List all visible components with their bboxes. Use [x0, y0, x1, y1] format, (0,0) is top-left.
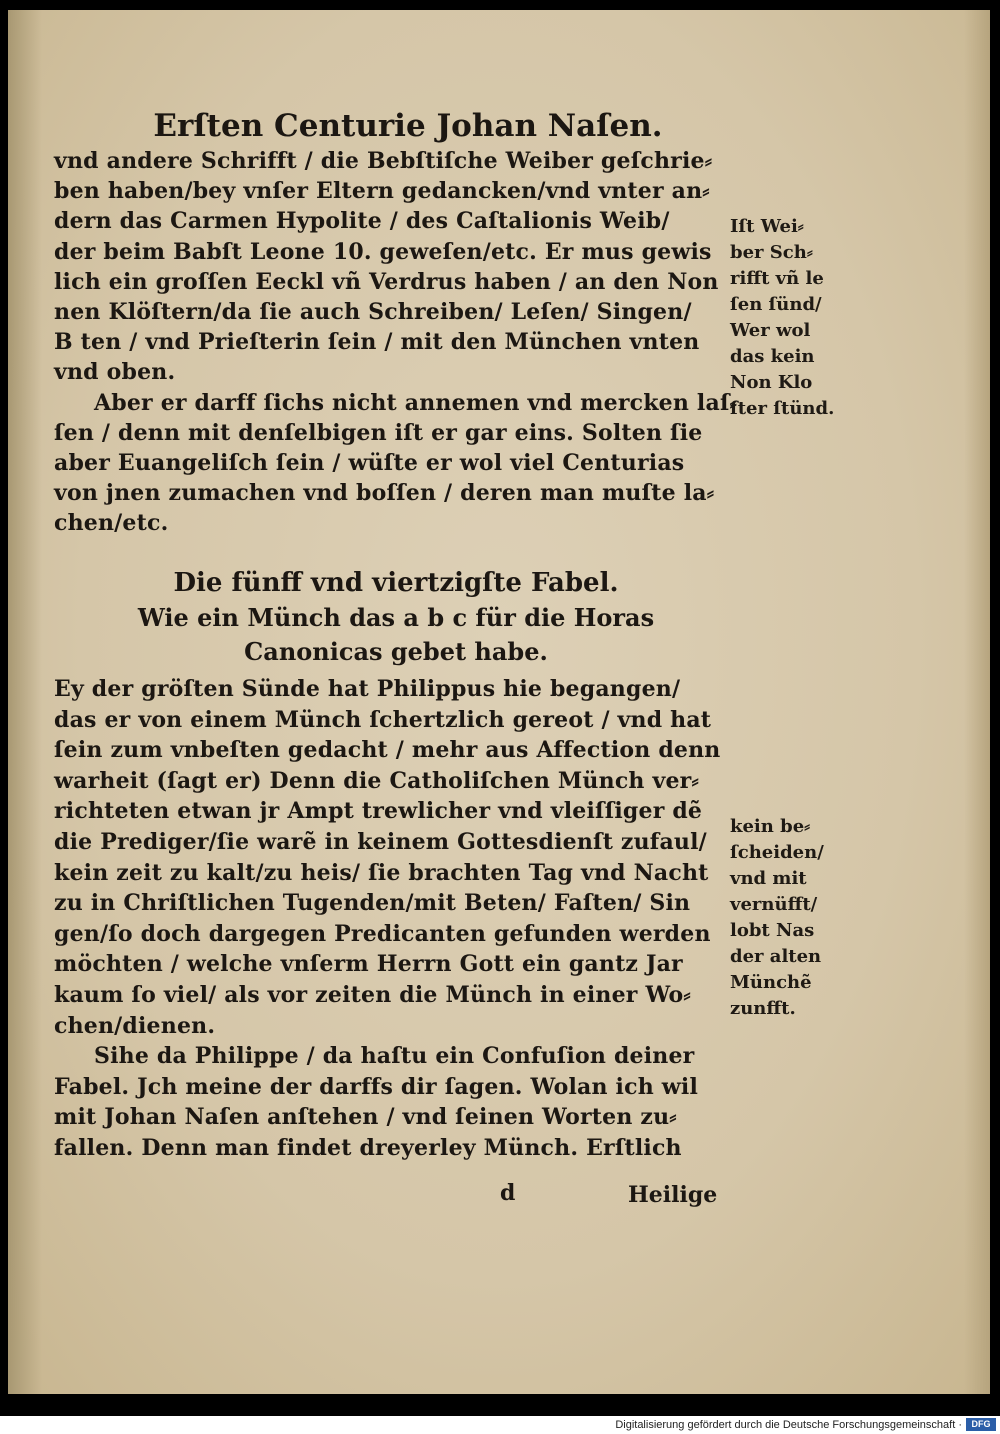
text-line: ben haben/bey vnſer Eltern gedancken/vnd vnter an⸗ [54, 178, 710, 205]
text-line: die Prediger/ſie warẽ in keinem Gottesdienſt zufaul/ [54, 829, 707, 855]
margin-note-line: Iſt Wei⸗ [730, 216, 804, 237]
text-line: vnd andere Schrifft / die Bebſtiſche Weiber geſchrie⸗ [54, 148, 713, 174]
text-line: kaum ſo viel/ als vor zeiten die Münch in einer Wo⸗ [54, 982, 691, 1008]
fable-heading: Die fünff vnd viertzigſte Fabel. [173, 568, 619, 598]
book-page [8, 10, 990, 1394]
margin-note-line: ſen ſünd/ [730, 294, 822, 315]
margin-note-line: rifft vñ le [730, 268, 824, 289]
text-line: lich ein groſſen Eeckl vñ Verdrus haben / an den Non [54, 268, 719, 295]
text-line: chen/dienen. [54, 1012, 216, 1039]
signature-mark: d [500, 1180, 516, 1206]
funding-credit: Digitalisierung gefördert durch die Deutsche Forschungsgemeinschaft · [615, 1419, 962, 1431]
text-line: zu in Chriſtlichen Tugenden/mit Beten/ Faſten/ Sin [54, 890, 691, 917]
text-line: richteten etwan jr Ampt trewlicher vnd vleiſſiger dẽ [54, 798, 703, 825]
text-line: ſein zum vnbeſten gedacht / mehr aus Affection denn [54, 737, 721, 764]
text-line: möchten / welche vnſerm Herrn Gott ein gantz Jar [54, 951, 683, 978]
margin-note-line: Non Klo [730, 372, 813, 393]
text-line: nen Klöſtern/da ſie auch Schreiben/ Leſen/ Singen/ [54, 299, 692, 325]
running-head: Erſten Centurie Johan Naſen. [153, 108, 663, 144]
margin-note-line: ſter ſtünd. [730, 398, 835, 419]
text-line: Canonicas gebet habe. [244, 637, 548, 666]
text-line: von jnen zumachen vnd boſſen / deren man muſte la⸗ [54, 480, 715, 507]
catchword: Heilige [628, 1182, 718, 1208]
text-line: der beim Babſt Leone 10. geweſen/etc. Er mus gewis [54, 238, 712, 265]
text-line: fallen. Denn man findet dreyerley Münch. Erſtlich [54, 1135, 682, 1161]
text-line: kein zeit zu kalt/zu heis/ ſie brachten Tag vnd Nacht [54, 859, 709, 886]
text-line: mit Johan Naſen anſtehen / vnd ſeinen Worten zu⸗ [54, 1104, 677, 1131]
dfg-logo: DFG [966, 1418, 996, 1431]
text-line: warheit (ſagt er) Denn die Catholiſchen Münch ver⸗ [54, 767, 699, 794]
margin-note-line: vernüfft/ [730, 894, 818, 915]
margin-note-line: Wer wol [730, 320, 811, 341]
text-line: B ten / vnd Prieſterin ſein / mit den München vnten [54, 329, 700, 356]
text-line: chen/etc. [54, 510, 169, 537]
text-line: Wie ein Münch das a b c für die Horas [137, 603, 655, 632]
margin-note-line: kein be⸗ [730, 816, 811, 837]
text-line: vnd oben. [54, 359, 176, 386]
footer-bar [0, 1416, 1000, 1434]
text-line: Sihe da Philippe / da haſtu ein Confuſion deiner [94, 1043, 695, 1070]
margin-note-line: der alten [730, 946, 822, 967]
text-line: dern das Carmen Hypolite / des Caſtalionis Weib/ [54, 208, 670, 235]
margin-note-line: zunfft. [730, 998, 796, 1019]
text-line: ſen / denn mit denſelbigen iſt er gar eins. Solten ſie [54, 419, 703, 446]
text-line: Ey der gröſten Sünde hat Philippus hie begangen/ [54, 676, 681, 702]
margin-note-line: vnd mit [730, 868, 807, 889]
margin-note-line: ſcheiden/ [730, 842, 824, 863]
margin-note-line: ber Sch⸗ [730, 242, 813, 263]
margin-note-line: lobt Nas [730, 920, 815, 941]
text-line: Fabel. Jch meine der darffs dir ſagen. Wolan ich wil [54, 1073, 699, 1100]
text-line: gen/ſo doch dargegen Predicanten gefunden werden [54, 920, 711, 947]
margin-note-line: Münchẽ [730, 972, 812, 993]
text-line: aber Euangeliſch ſein / wüſte er wol viel Centurias [54, 450, 685, 476]
text-line: das er von einem Münch ſchertzlich gereot / vnd hat [54, 706, 712, 733]
text-line: Aber er darff ſichs nicht annemen vnd mercken laſ⸗ [94, 389, 738, 416]
margin-note-line: das kein [730, 346, 815, 367]
